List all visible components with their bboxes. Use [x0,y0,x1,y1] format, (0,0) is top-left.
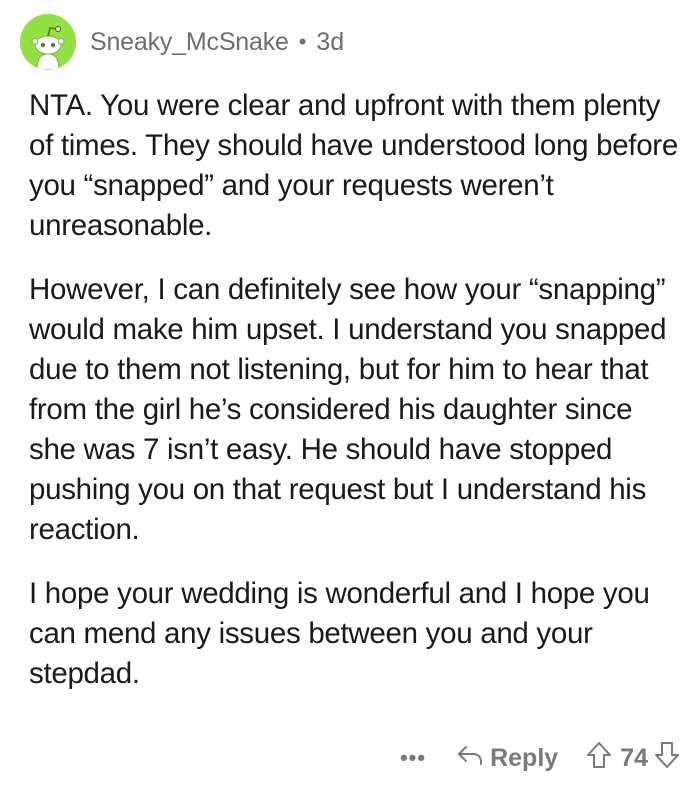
comment-body [29,86,679,718]
downvote-arrow-icon[interactable] [654,741,680,776]
upvote-arrow-icon[interactable] [586,741,612,776]
vote-controls [586,741,680,776]
snoo-avatar-icon[interactable] [20,14,76,70]
comment-header [20,14,344,70]
comment-paragraph: However, I can definitely see how your “snapping” would make him upset. I understand you snapped due to them not listening, but for him to hear that from the girl he’s considered his daughter since she was 7 isn’t easy. He should have stopped pushing you on that request but I understand his reaction. [29,273,667,546]
reply-arrow-icon [456,743,490,774]
comment-age: 3d [316,27,345,56]
reply-button[interactable] [456,743,558,774]
comment-paragraph: I hope your wedding is wonderful and I hope you can mend any issues between you and your stepdad. [29,577,650,690]
meta-separator: • [298,29,307,54]
comment-paragraph: NTA. You were clear and upfront with them plenty of times. They should have understood long before you “snapped” and your requests weren’t unreasonable. [29,89,678,242]
more-options-button[interactable]: ••• [399,745,427,770]
reply-label: Reply [490,743,559,772]
username[interactable]: Sneaky_McSnake [90,27,289,56]
comment-actions [400,736,680,780]
vote-count: 74 [620,743,648,772]
